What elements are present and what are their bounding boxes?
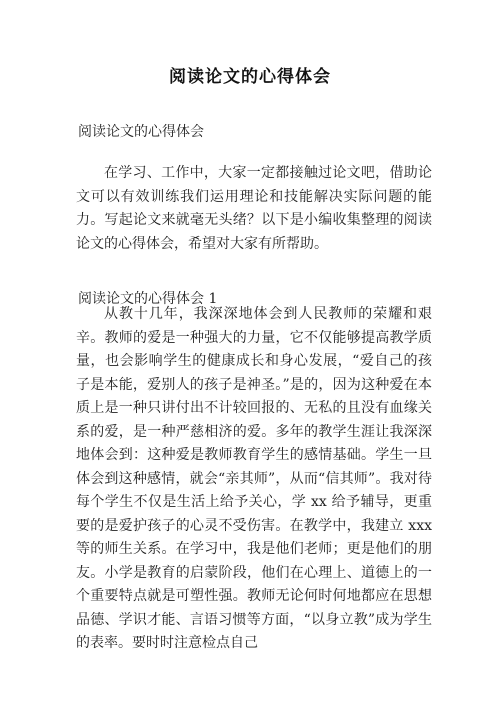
document-subtitle: 阅读论文的心得体会 (78, 124, 204, 140)
intro-paragraph: 在学习、工作中，大家一定都接触过论文吧，借助论文可以有效训练我们运用理论和技能解决实际问题的能力。写起论文来就毫无头绪？以下是小编收集整理的阅读论文的心得体会，希望对大家有所帮助。 (76, 165, 432, 252)
section-body-paragraph: 从教十几年，我深深地体会到人民教师的荣耀和艰辛。教师的爱是一种强大的力量，它不仅能够提高教学质量，也会影响学生的健康成长和身心发展，“爱自己的孩子是本能，爱别人的孩子是神圣。”是的，因为这种爱在本质上是一种只讲付出不计较回报的、无私的且没有血缘关系的爱，是一种严慈相济的爱。多年的教学生涯让我深深地体会到：这种爱是教师教育学生的感情基础。学生一旦体会到这种感情，就会“亲其师”，从而“信其师”。我对待每个学生不仅是生活上给予关心，学 xx 给予辅导，更重要的是爱护孩子的心灵不受伤害。在教学中，我建立 xxx 等的师生关系。在学习中，我是他们老师；更是他们的朋友。小学是教育的启蒙阶段，他们在心理上、道德上的一个重要特点就是可塑性强。教师无论何时何地都应在思想品德、学识才能、言语习惯等方面，“以身立教”成为学生的表率。要时时注意检点自己 (76, 306, 432, 651)
document-title: 阅读论文的心得体会 (169, 67, 331, 87)
section-heading: 阅读论文的心得体会 1 (78, 291, 218, 307)
